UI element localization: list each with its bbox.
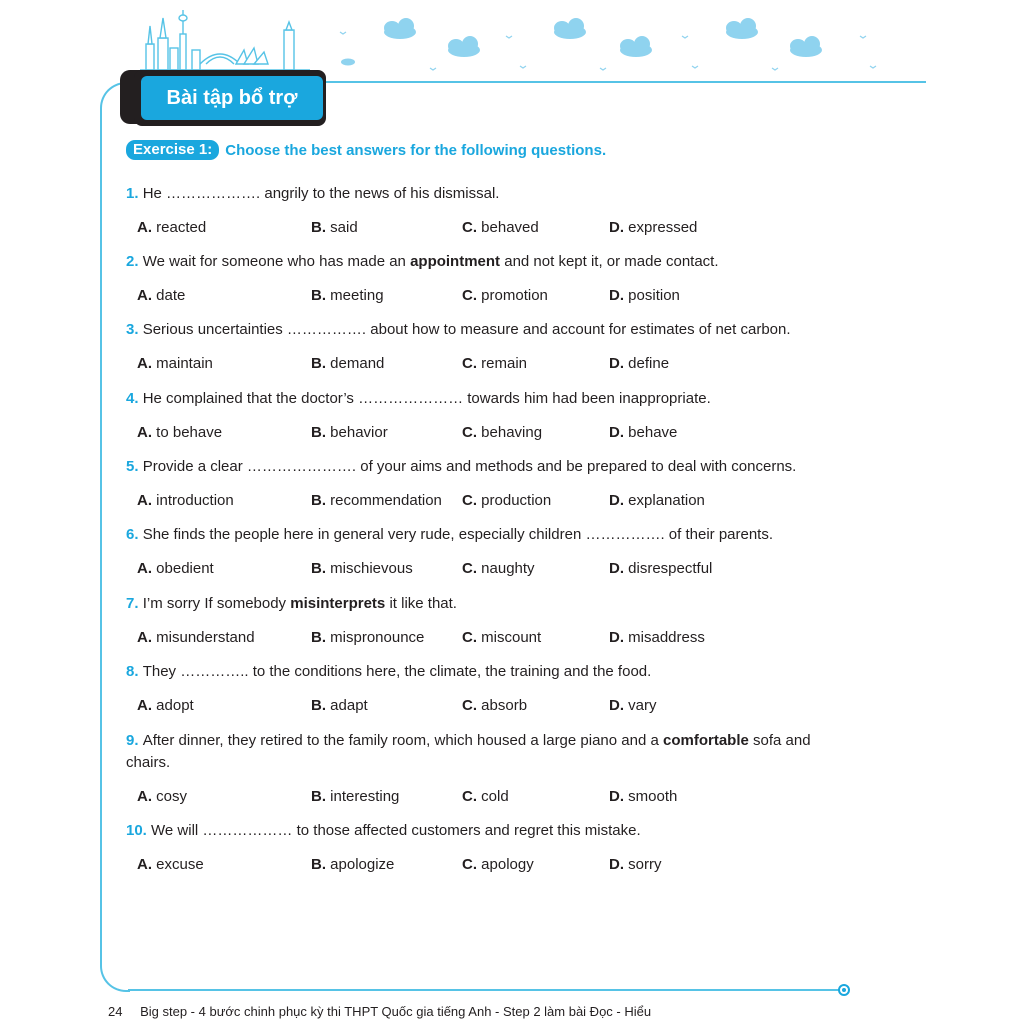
question-text: and not kept it, or made contact. bbox=[500, 253, 719, 270]
answer-option[interactable] bbox=[609, 787, 677, 807]
question-text: She finds the people here in general very rude, especially children ……………. of their parents. bbox=[142, 526, 774, 543]
answer-option[interactable] bbox=[311, 855, 394, 875]
section-title: Bài tập bổ trợ bbox=[141, 76, 323, 120]
answer-option[interactable] bbox=[311, 491, 442, 511]
option-text: miscount bbox=[481, 629, 542, 646]
option-letter: C. bbox=[462, 697, 482, 714]
option-letter: D. bbox=[609, 856, 629, 873]
question-number: 10. bbox=[126, 822, 152, 839]
option-text: remain bbox=[481, 355, 528, 372]
exercise-instruction: Choose the best answers for the following questions. bbox=[225, 141, 607, 159]
answer-option[interactable] bbox=[462, 628, 541, 648]
answer-option[interactable] bbox=[311, 218, 358, 238]
option-letter: C. bbox=[462, 287, 482, 304]
question-number: 5. bbox=[126, 458, 143, 475]
option-text: define bbox=[628, 355, 670, 372]
frame-end-dot-icon bbox=[838, 984, 850, 996]
question-8 bbox=[126, 661, 846, 683]
question-number: 2. bbox=[126, 253, 143, 270]
option-text: position bbox=[628, 287, 680, 304]
answer-option[interactable] bbox=[137, 491, 234, 511]
option-letter: C. bbox=[462, 424, 482, 441]
option-letter: C. bbox=[462, 492, 482, 509]
cloud-icon bbox=[330, 10, 930, 80]
option-letter: D. bbox=[609, 788, 629, 805]
option-letter: D. bbox=[609, 287, 629, 304]
option-text: explanation bbox=[628, 492, 705, 509]
option-letter: B. bbox=[311, 287, 331, 304]
question-text: sofa and chairs. bbox=[126, 732, 811, 771]
question-text: After dinner, they retired to the family room, which housed a large piano and a bbox=[142, 732, 663, 749]
option-text: adopt bbox=[156, 697, 194, 714]
answer-option[interactable] bbox=[462, 423, 542, 443]
frame-top-border bbox=[322, 81, 926, 83]
answer-option[interactable] bbox=[137, 559, 214, 579]
answer-option[interactable] bbox=[609, 354, 669, 374]
answer-option[interactable] bbox=[609, 491, 705, 511]
option-text: maintain bbox=[156, 355, 213, 372]
option-text: mispronounce bbox=[330, 629, 425, 646]
answer-option[interactable] bbox=[609, 855, 662, 875]
option-letter: A. bbox=[137, 219, 157, 236]
city-skyline-icon bbox=[140, 4, 310, 72]
question-text: He complained that the doctor’s ………………… towards him had been inappropriate. bbox=[142, 390, 711, 407]
option-text: introduction bbox=[156, 492, 234, 509]
question-6 bbox=[126, 524, 846, 546]
option-text: behavior bbox=[330, 424, 388, 441]
question-1 bbox=[126, 183, 846, 205]
option-text: interesting bbox=[330, 788, 400, 805]
option-text: sorry bbox=[628, 856, 662, 873]
answer-option[interactable] bbox=[609, 218, 697, 238]
answer-option[interactable] bbox=[609, 286, 680, 306]
footer-text: Big step - 4 bước chinh phục kỳ thi THPT Quốc gia tiếng Anh - Step 2 làm bài Đọc - Hiểu bbox=[140, 1004, 652, 1019]
option-text: demand bbox=[330, 355, 385, 372]
answer-option[interactable] bbox=[462, 218, 539, 238]
option-letter: C. bbox=[462, 856, 482, 873]
option-letter: B. bbox=[311, 629, 331, 646]
answer-option[interactable] bbox=[609, 628, 705, 648]
option-text: vary bbox=[628, 697, 657, 714]
question-number: 9. bbox=[126, 732, 143, 749]
answer-option[interactable] bbox=[311, 286, 384, 306]
option-text: reacted bbox=[156, 219, 207, 236]
answer-option[interactable] bbox=[311, 787, 399, 807]
option-letter: A. bbox=[137, 560, 157, 577]
option-text: misunderstand bbox=[156, 629, 255, 646]
keyword: appointment bbox=[410, 253, 501, 270]
option-letter: B. bbox=[311, 355, 331, 372]
question-2 bbox=[126, 251, 846, 273]
option-text: excuse bbox=[156, 856, 204, 873]
question-number: 6. bbox=[126, 526, 143, 543]
option-letter: B. bbox=[311, 492, 331, 509]
question-number: 8. bbox=[126, 663, 143, 680]
option-text: expressed bbox=[628, 219, 698, 236]
question-4 bbox=[126, 388, 846, 410]
option-text: meeting bbox=[330, 287, 384, 304]
question-5 bbox=[126, 456, 846, 478]
option-letter: D. bbox=[609, 424, 629, 441]
exercise-heading bbox=[126, 140, 606, 160]
answer-option[interactable] bbox=[137, 423, 222, 443]
option-letter: A. bbox=[137, 287, 157, 304]
option-letter: A. bbox=[137, 424, 157, 441]
question-text: Provide a clear …………………. of your aims and methods and be prepared to deal with concerns. bbox=[142, 458, 797, 475]
answer-option[interactable] bbox=[609, 423, 677, 443]
answer-option[interactable] bbox=[462, 787, 509, 807]
page-number: 24 bbox=[108, 1004, 123, 1019]
question-number: 1. bbox=[126, 185, 143, 202]
answer-option[interactable] bbox=[609, 559, 712, 579]
option-letter: D. bbox=[609, 355, 629, 372]
option-text: production bbox=[481, 492, 552, 509]
question-10 bbox=[126, 820, 846, 842]
option-letter: B. bbox=[311, 697, 331, 714]
option-letter: C. bbox=[462, 219, 482, 236]
option-text: mischievous bbox=[330, 560, 413, 577]
option-letter: C. bbox=[462, 629, 482, 646]
option-letter: A. bbox=[137, 629, 157, 646]
option-letter: B. bbox=[311, 424, 331, 441]
option-text: adapt bbox=[330, 697, 368, 714]
question-text: We wait for someone who has made an bbox=[142, 253, 411, 270]
question-text: They ………….. to the conditions here, the climate, the training and the food. bbox=[142, 663, 652, 680]
answer-option[interactable] bbox=[609, 696, 657, 716]
option-text: to behave bbox=[156, 424, 223, 441]
question-7 bbox=[126, 593, 846, 615]
option-text: behaved bbox=[481, 219, 539, 236]
option-text: cosy bbox=[156, 788, 188, 805]
option-text: said bbox=[330, 219, 358, 236]
option-text: cold bbox=[481, 788, 509, 805]
question-9 bbox=[126, 730, 842, 774]
keyword: misinterprets bbox=[290, 595, 386, 612]
option-letter: A. bbox=[137, 355, 157, 372]
option-text: misaddress bbox=[628, 629, 705, 646]
question-text: Serious uncertainties ……………. about how to measure and account for estimates of net carbon. bbox=[142, 321, 791, 338]
answer-option[interactable] bbox=[462, 354, 527, 374]
answer-option[interactable] bbox=[137, 286, 185, 306]
option-text: absorb bbox=[481, 697, 528, 714]
answer-option[interactable] bbox=[137, 787, 187, 807]
answer-option[interactable] bbox=[311, 559, 413, 579]
option-text: naughty bbox=[481, 560, 535, 577]
option-letter: D. bbox=[609, 697, 629, 714]
option-letter: B. bbox=[311, 788, 331, 805]
answer-option[interactable] bbox=[137, 855, 204, 875]
answer-option[interactable] bbox=[137, 354, 213, 374]
question-text: We will ……………… to those affected customers and regret this mistake. bbox=[151, 822, 641, 839]
answer-option[interactable] bbox=[462, 559, 535, 579]
option-letter: C. bbox=[462, 788, 482, 805]
option-text: date bbox=[156, 287, 186, 304]
option-letter: A. bbox=[137, 697, 157, 714]
option-text: obedient bbox=[156, 560, 214, 577]
answer-option[interactable] bbox=[462, 696, 527, 716]
option-text: apology bbox=[481, 856, 534, 873]
keyword: comfortable bbox=[663, 732, 749, 749]
option-letter: A. bbox=[137, 856, 157, 873]
option-text: recommendation bbox=[330, 492, 442, 509]
option-letter: A. bbox=[137, 492, 157, 509]
option-letter: B. bbox=[311, 560, 331, 577]
option-letter: B. bbox=[311, 219, 331, 236]
answer-option[interactable] bbox=[137, 218, 206, 238]
option-letter: D. bbox=[609, 492, 629, 509]
answer-option[interactable] bbox=[462, 855, 534, 875]
question-number: 4. bbox=[126, 390, 143, 407]
answer-option[interactable] bbox=[462, 286, 548, 306]
option-letter: A. bbox=[137, 788, 157, 805]
option-text: behaving bbox=[481, 424, 543, 441]
option-letter: D. bbox=[609, 560, 629, 577]
question-3 bbox=[126, 319, 846, 341]
question-number: 7. bbox=[126, 595, 143, 612]
option-letter: B. bbox=[311, 856, 331, 873]
answer-option[interactable] bbox=[137, 628, 255, 648]
page-footer bbox=[108, 1003, 651, 1021]
question-text: I’m sorry If somebody bbox=[142, 595, 291, 612]
option-letter: D. bbox=[609, 629, 629, 646]
option-letter: C. bbox=[462, 355, 482, 372]
option-text: apologize bbox=[330, 856, 395, 873]
answer-option[interactable] bbox=[311, 696, 368, 716]
option-letter: D. bbox=[609, 219, 629, 236]
answer-option[interactable] bbox=[311, 423, 388, 443]
answer-option[interactable] bbox=[462, 491, 551, 511]
answer-option[interactable] bbox=[311, 628, 424, 648]
option-text: behave bbox=[628, 424, 678, 441]
option-text: smooth bbox=[628, 788, 678, 805]
question-number: 3. bbox=[126, 321, 143, 338]
option-text: promotion bbox=[481, 287, 548, 304]
answer-option[interactable] bbox=[137, 696, 194, 716]
frame-bottom-border bbox=[128, 989, 840, 991]
answer-option[interactable] bbox=[311, 354, 384, 374]
exercise-badge: Exercise 1: bbox=[126, 140, 219, 160]
question-text: it like that. bbox=[385, 595, 457, 612]
question-text: He ………………. angrily to the news of his dismissal. bbox=[142, 185, 500, 202]
option-text: disrespectful bbox=[628, 560, 713, 577]
option-letter: C. bbox=[462, 560, 482, 577]
